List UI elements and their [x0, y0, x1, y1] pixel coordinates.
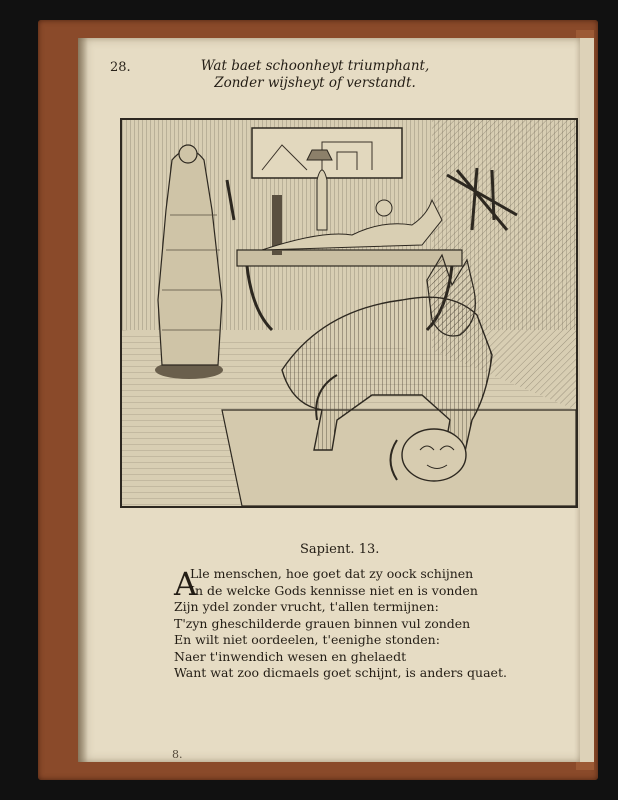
verse-line: Lle menschen, hoe goet dat zy oock schijnen — [190, 566, 474, 581]
verse-line: Naer t'inwendich wesen en ghelaedt — [174, 648, 407, 664]
stone-platform — [222, 410, 576, 506]
verse-line: Want wat zoo dicmaels goet schijnt, is anders quaet. — [174, 665, 507, 680]
signature-mark: 8. — [172, 748, 183, 761]
verse-line: En wilt niet oordeelen, t'eenighe stonden: — [174, 632, 440, 647]
emblem-motto — [180, 58, 450, 92]
scripture-reference: Sapient. 13. — [300, 542, 380, 557]
motto-line-2: Zonder wijsheyt of verstandt. — [214, 75, 416, 91]
next-page-edge — [580, 38, 594, 762]
engraving-illustration — [122, 120, 576, 506]
page-number: 28. — [110, 60, 131, 75]
emblem-engraving — [120, 118, 578, 508]
verse-line: Zijn ydel zonder vrucht, t'allen termijnen: — [174, 599, 439, 614]
verse-line: T'zyn gheschilderde grauen binnen vul zonden — [174, 615, 471, 631]
page-gutter-shadow — [78, 38, 88, 762]
motto-line-1: Wat baet schoonheyt triumphant, — [200, 58, 430, 74]
verse-line: In de welcke Gods kennisse niet en is vonden — [190, 582, 478, 598]
drop-cap-letter: A — [174, 565, 198, 603]
verse-block — [168, 566, 508, 682]
